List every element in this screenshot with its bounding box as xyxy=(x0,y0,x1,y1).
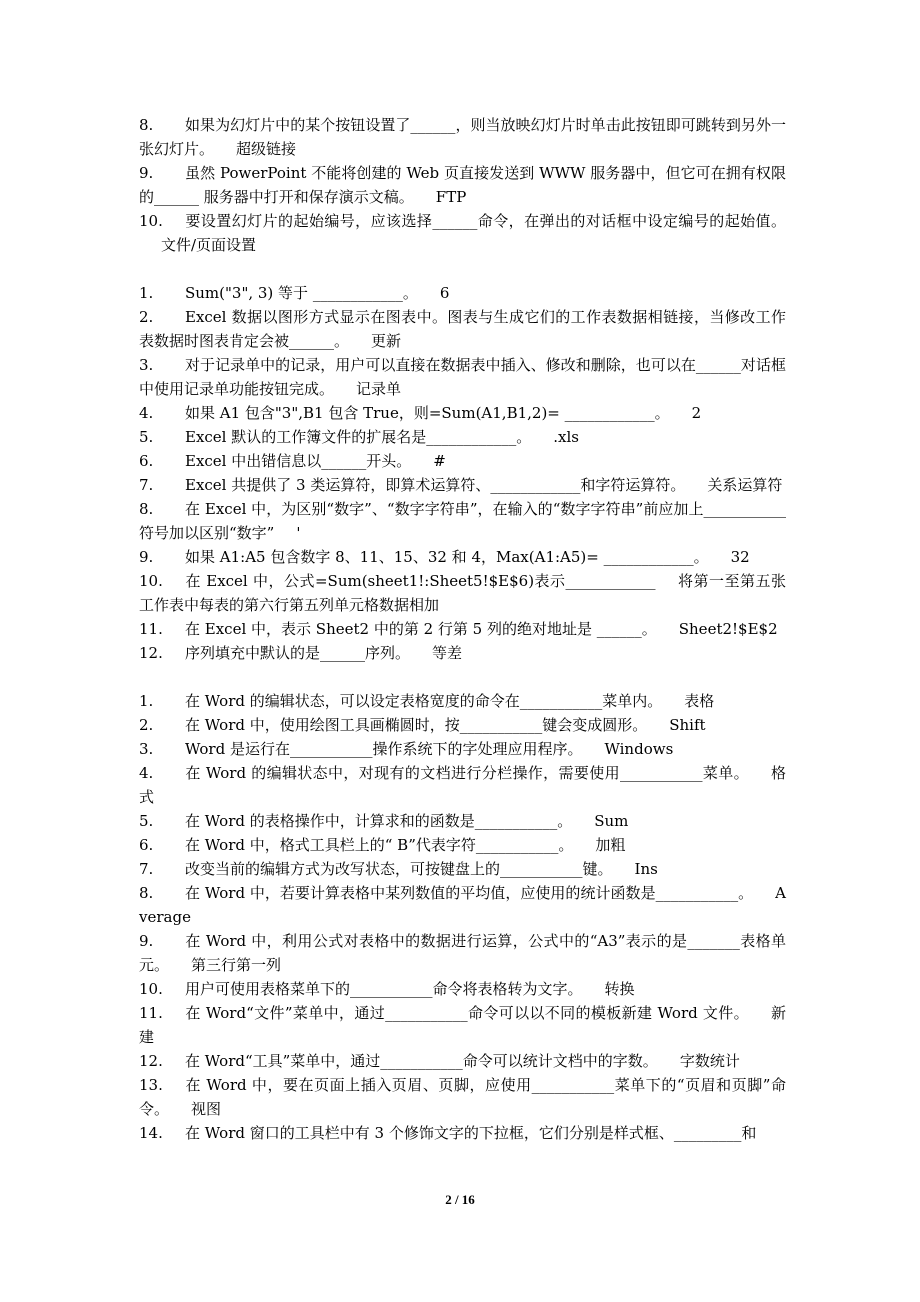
question-item xyxy=(139,929,786,977)
question-number: 4. xyxy=(139,404,154,422)
question-item xyxy=(139,1001,786,1049)
question-number: 8. xyxy=(139,500,154,518)
question-text: Excel 共提供了 3 类运算符，即算术运算符、____________和字符运算符。 xyxy=(185,476,686,494)
section-gap xyxy=(139,665,786,689)
question-number: 8. xyxy=(139,884,154,902)
question-text: Excel 中出错信息以______开头。 xyxy=(185,452,412,470)
question-item xyxy=(139,617,786,641)
question-item xyxy=(139,209,786,257)
question-text: 如果 A1:A5 包含数字 8、11、15、32 和 4，Max(A1:A5)= ____________。 xyxy=(185,548,709,566)
question-text: 在 Word 中，利用公式对表格中的数据进行运算，公式中的“A3”表示的是_______表格单元。 xyxy=(139,932,786,974)
question-number: 13. xyxy=(139,1076,163,1094)
question-text: 虽然 PowerPoint 不能将创建的 Web 页直接发送到 WWW 服务器中，但它可在拥有权限的______ 服务器中打开和保存演示文稿。 xyxy=(139,164,786,206)
question-number: 6. xyxy=(139,452,154,470)
question-answer: 关系运算符 xyxy=(707,476,783,494)
question-answer: 更新 xyxy=(371,332,402,350)
question-text: 序列填充中默认的是______序列。 xyxy=(185,644,411,662)
question-item xyxy=(139,425,786,449)
question-number: 14. xyxy=(139,1124,163,1142)
question-number: 11. xyxy=(139,620,163,638)
question-number: 5. xyxy=(139,812,154,830)
question-item xyxy=(139,497,786,545)
question-answer: 表格 xyxy=(684,692,715,710)
question-number: 11. xyxy=(139,1004,163,1022)
question-text: Excel 数据以图形方式显示在图表中。图表与生成它们的工作表数据相链接，当修改工作表数据时图表肯定会被______。 xyxy=(139,308,786,350)
question-text: 在 Word 窗口的工具栏中有 3 个修饰文字的下拉框，它们分别是样式框、_________和 xyxy=(185,1124,757,1142)
question-text: 用户可使用表格菜单下的___________命令将表格转为文字。 xyxy=(185,980,583,998)
question-number: 9. xyxy=(139,932,154,950)
question-text: 在 Excel 中，公式=Sum(sheet1!:Sheet5!$E$6)表示____________ xyxy=(185,572,656,590)
question-answer: Sheet2!$E$2 xyxy=(678,620,778,638)
question-answer: # xyxy=(433,452,446,470)
question-number: 3. xyxy=(139,356,154,374)
question-item xyxy=(139,401,786,425)
question-number: 7. xyxy=(139,860,154,878)
question-item xyxy=(139,977,786,1001)
question-answer: 记录单 xyxy=(356,380,402,398)
question-item xyxy=(139,353,786,401)
document-body xyxy=(139,113,786,1145)
question-item xyxy=(139,1049,786,1073)
question-answer: 加粗 xyxy=(595,836,626,854)
question-answer: 6 xyxy=(439,284,450,302)
page-number: 2 / 16 xyxy=(445,1192,475,1207)
question-answer: 第三行第一列 xyxy=(191,956,282,974)
question-item xyxy=(139,449,786,473)
question-answer: 文件/页面设置 xyxy=(161,236,257,254)
question-text: 在 Word“工具”菜单中，通过___________命令可以统计文档中的字数。 xyxy=(185,1052,658,1070)
question-item xyxy=(139,473,786,497)
question-answer: Average xyxy=(139,884,786,926)
question-item xyxy=(139,113,786,161)
question-number: 1. xyxy=(139,692,154,710)
question-answer: 32 xyxy=(730,548,750,566)
question-item xyxy=(139,713,786,737)
question-text: 在 Excel 中，表示 Sheet2 中的第 2 行第 5 列的绝对地址是 ______。 xyxy=(185,620,657,638)
question-text: 要设置幻灯片的起始编号，应该选择______命令，在弹出的对话框中设定编号的起始值。 xyxy=(185,212,786,230)
question-text: 在 Word 的编辑状态中，对现有的文档进行分栏操作，需要使用___________菜单。 xyxy=(185,764,749,782)
question-answer: Windows xyxy=(604,740,674,758)
question-item xyxy=(139,305,786,353)
question-text: Excel 默认的工作簿文件的扩展名是____________。 xyxy=(185,428,532,446)
question-item xyxy=(139,857,786,881)
question-text: Word 是运行在___________操作系统下的字处理应用程序。 xyxy=(185,740,583,758)
question-number: 10. xyxy=(139,572,163,590)
question-text: 在 Word 的表格操作中，计算求和的函数是___________。 xyxy=(185,812,573,830)
question-number: 10. xyxy=(139,980,163,998)
question-answer: Sum xyxy=(594,812,629,830)
question-text: 如果为幻灯片中的某个按钮设置了______，则当放映幻灯片时单击此按钮即可跳转到另外一张幻灯片。 xyxy=(139,116,786,158)
question-item xyxy=(139,761,786,809)
question-item xyxy=(139,809,786,833)
question-text: 在 Word 中，要在页面上插入页眉、页脚，应使用___________菜单下的“页眉和页脚”命令。 xyxy=(139,1076,786,1118)
question-answer: ' xyxy=(296,524,301,542)
question-answer: 字数统计 xyxy=(679,1052,740,1070)
question-item xyxy=(139,689,786,713)
question-number: 9. xyxy=(139,548,154,566)
question-item xyxy=(139,569,786,617)
question-answer: Shift xyxy=(669,716,706,734)
question-item xyxy=(139,833,786,857)
question-answer: 超级链接 xyxy=(236,140,297,158)
question-number: 2. xyxy=(139,308,154,326)
question-item xyxy=(139,1073,786,1121)
question-item xyxy=(139,161,786,209)
question-text: 在 Excel 中，为区别“数字”、“数字字符串”，在输入的“数字字符串”前应加上___________符号加以区别“数字” xyxy=(139,500,786,542)
question-number: 6. xyxy=(139,836,154,854)
question-text: 在 Word 中，若要计算表格中某列数值的平均值，应使用的统计函数是___________。 xyxy=(185,884,754,902)
question-answer: 将第一至第五张工作表中每表的第六行第五列单元格数据相加 xyxy=(139,572,786,614)
question-text: 如果 A1 包含"3",B1 包含 True，则=Sum(A1,B1,2)= ____________。 xyxy=(185,404,670,422)
question-text: 改变当前的编辑方式为改写状态，可按键盘上的___________键。 xyxy=(185,860,613,878)
section-powerpoint xyxy=(139,113,786,257)
question-text: 对于记录单中的记录，用户可以直接在数据表中插入、修改和删除，也可以在______对话框中使用记录单功能按钮完成。 xyxy=(139,356,786,398)
question-item xyxy=(139,545,786,569)
question-item xyxy=(139,641,786,665)
question-text: Sum("3", 3) 等于 ____________。 xyxy=(185,284,418,302)
question-number: 12. xyxy=(139,644,163,662)
question-item xyxy=(139,281,786,305)
section-word xyxy=(139,689,786,1145)
question-number: 9. xyxy=(139,164,154,182)
question-text: 在 Word“文件”菜单中，通过___________命令可以以不同的模板新建 Word 文件。 xyxy=(185,1004,749,1022)
question-text: 在 Word 的编辑状态，可以设定表格宽度的命令在___________菜单内。 xyxy=(185,692,663,710)
question-number: 2. xyxy=(139,716,154,734)
question-answer: 转换 xyxy=(604,980,635,998)
question-answer: 格式 xyxy=(139,764,786,806)
question-answer: 新建 xyxy=(139,1004,786,1046)
question-answer: FTP xyxy=(435,188,467,206)
question-text: 在 Word 中，使用绘图工具画椭圆时，按___________键会变成圆形。 xyxy=(185,716,648,734)
question-number: 12. xyxy=(139,1052,163,1070)
section-excel xyxy=(139,281,786,665)
question-answer: .xls xyxy=(553,428,579,446)
question-item xyxy=(139,737,786,761)
question-number: 7. xyxy=(139,476,154,494)
question-item xyxy=(139,881,786,929)
question-number: 4. xyxy=(139,764,154,782)
question-answer: 等差 xyxy=(432,644,463,662)
question-answer: 2 xyxy=(691,404,702,422)
question-number: 8. xyxy=(139,116,154,134)
question-text: 在 Word 中，格式工具栏上的“ B”代表字符___________。 xyxy=(185,836,574,854)
question-number: 3. xyxy=(139,740,154,758)
question-answer: 视图 xyxy=(191,1100,222,1118)
question-number: 1. xyxy=(139,284,154,302)
question-number: 10. xyxy=(139,212,163,230)
question-answer: Ins xyxy=(634,860,658,878)
section-gap xyxy=(139,257,786,281)
question-number: 5. xyxy=(139,428,154,446)
question-item xyxy=(139,1121,786,1145)
